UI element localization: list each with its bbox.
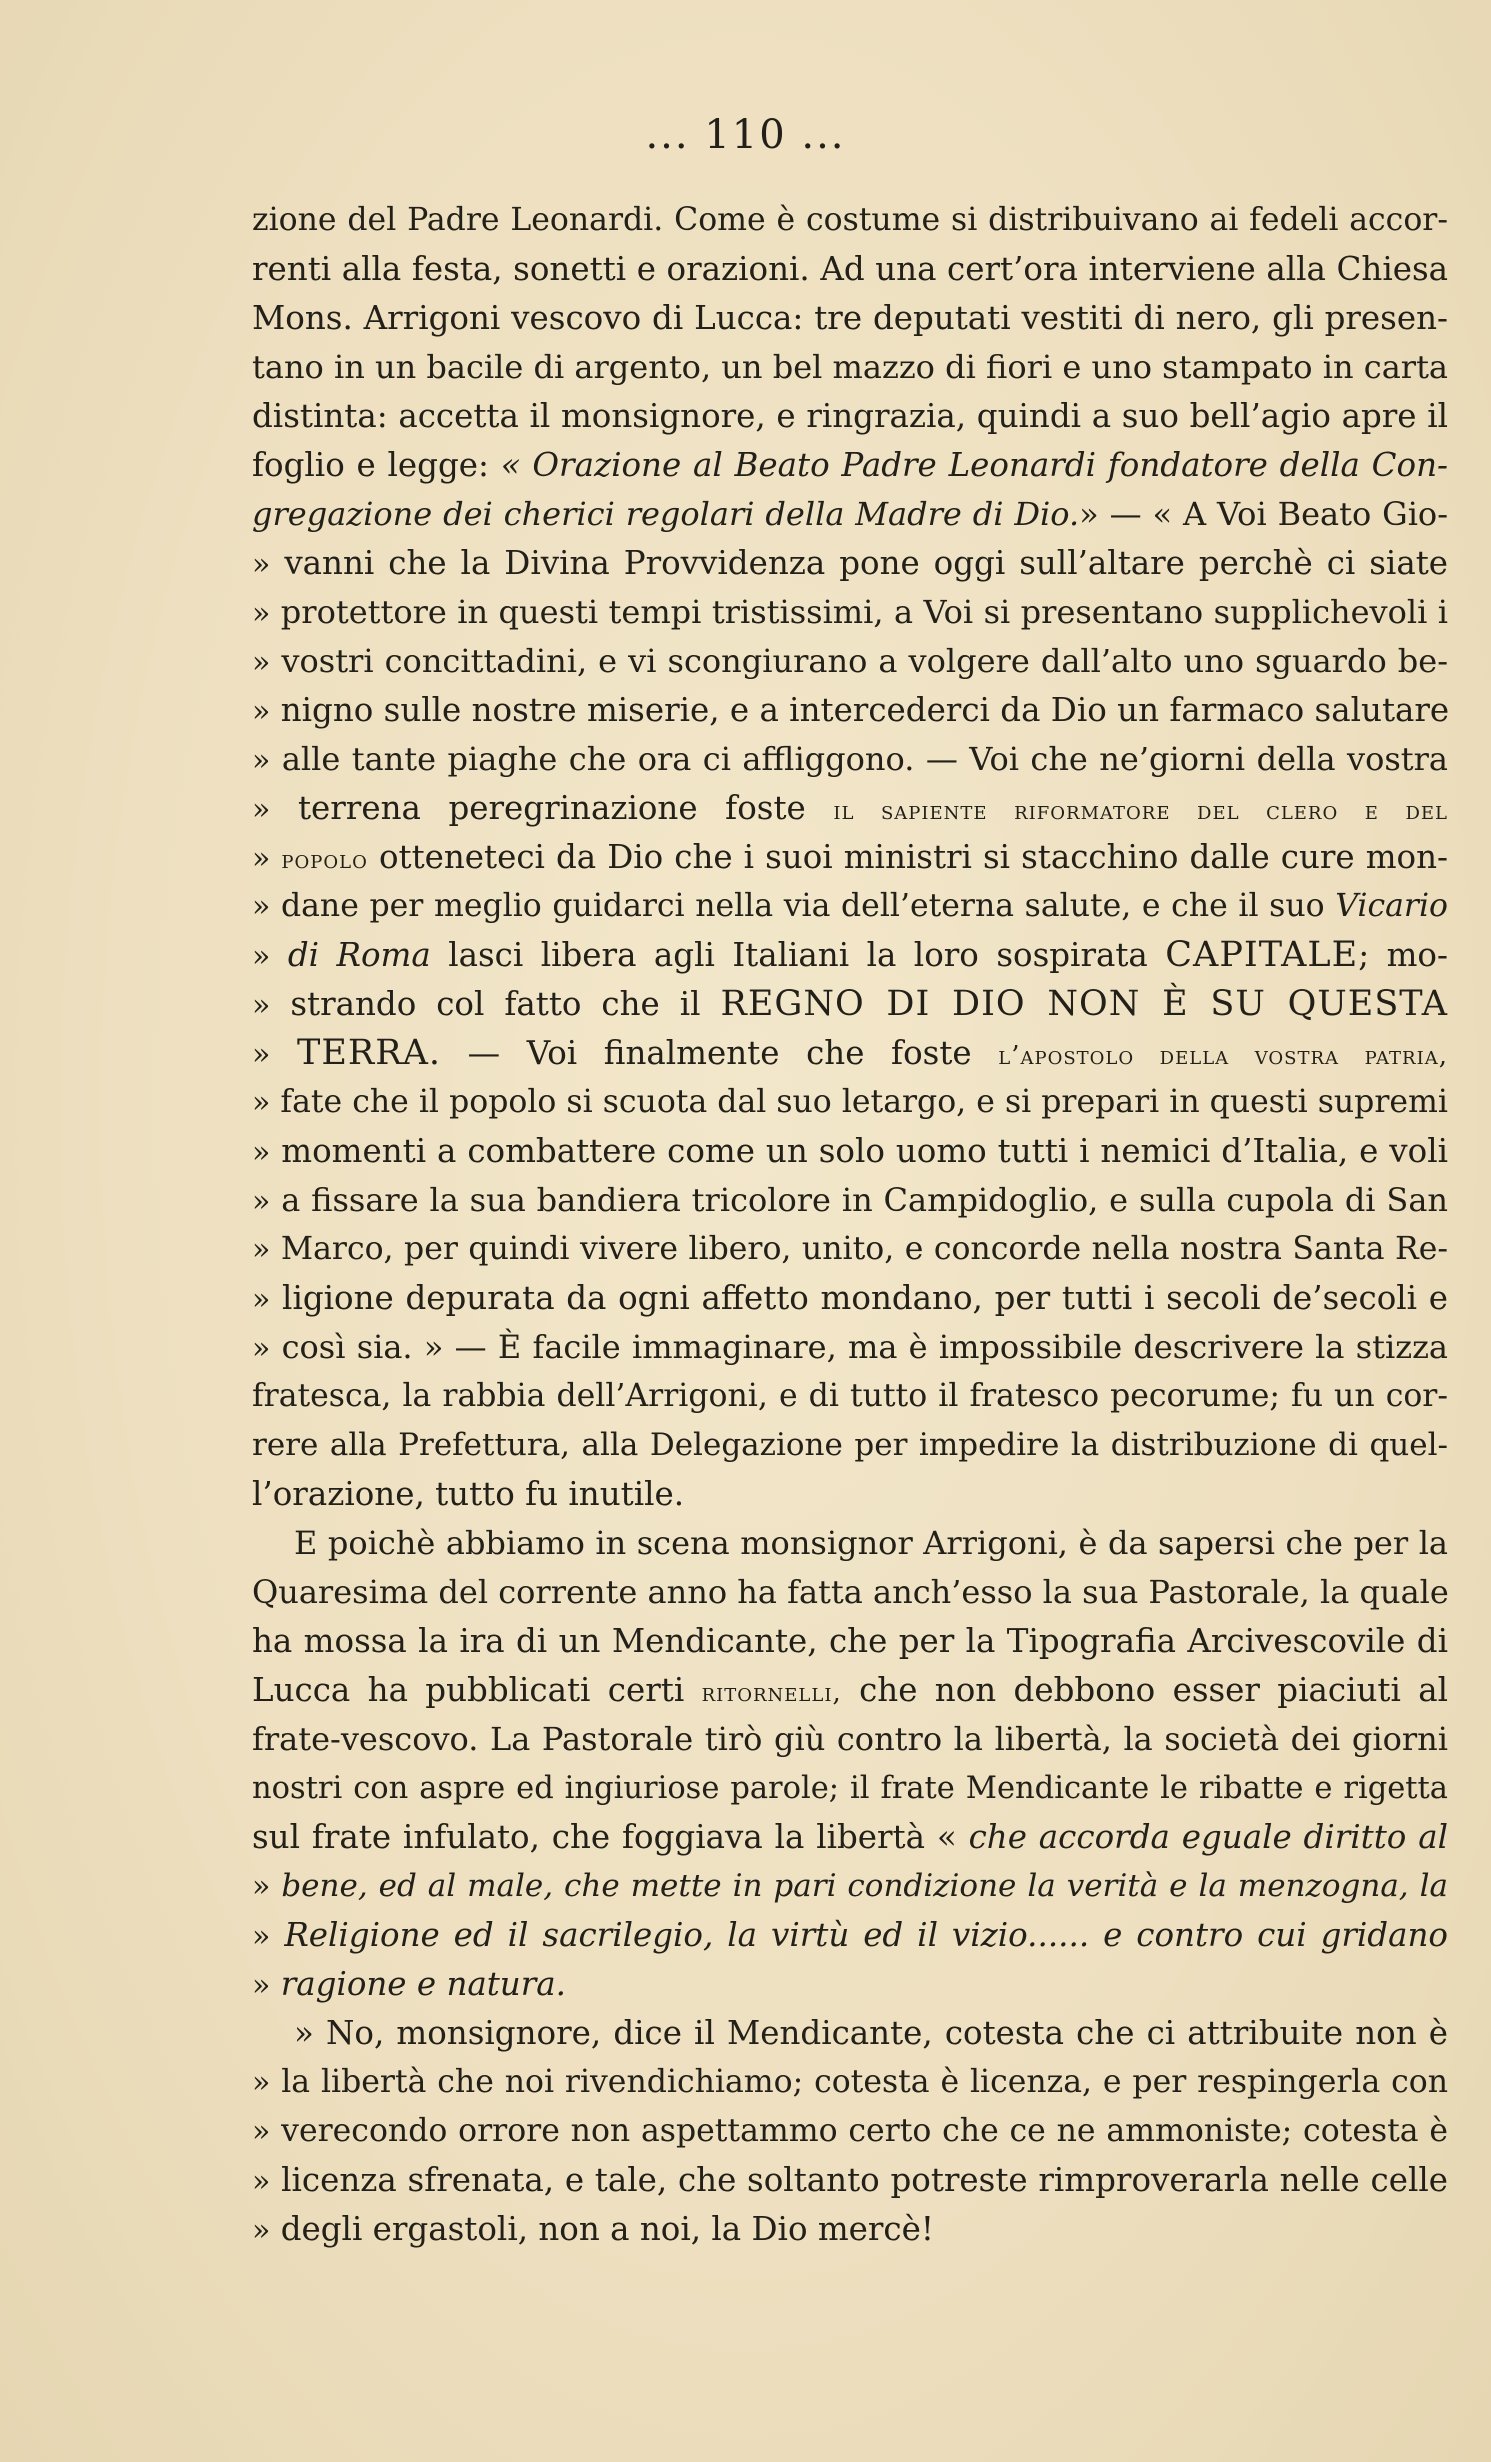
- text-line: » dane per meglio guidarci nella via dell’eterna salute, e che il suo Vicario: [252, 888, 1448, 924]
- text-line: rere alla Prefettura, alla Delegazione per impedire la distribuzione di quel-: [252, 1427, 1448, 1463]
- text-line: gregazione dei cherici regolari della Madre di Dio.» — « A Voi Beato Gio-: [252, 495, 1449, 533]
- text-line: » così sia. » — È facile immaginare, ma è impossibile descrivere la stizza: [252, 1328, 1449, 1366]
- text-line: Quaresima del corrente anno ha fatta anch’esso la sua Pastorale, la quale: [252, 1573, 1449, 1611]
- text-line: sul frate infulato, che foggiava la libertà « che accorda eguale diritto al: [252, 1818, 1448, 1856]
- text-line: » verecondo orrore non aspettammo certo che ce ne ammoniste; cotesta è: [252, 2113, 1449, 2149]
- text-line: nostri con aspre ed ingiuriose parole; il frate Mendicante le ribatte e rigetta: [252, 1771, 1448, 1806]
- text-line: » fate che il popolo si scuota dal suo letargo, e si prepari in questi supremi: [252, 1084, 1448, 1120]
- text-line: » vanni che la Divina Provvidenza pone oggi sull’altare perchè ci siate: [252, 544, 1448, 582]
- text-line: Mons. Arrigoni vescovo di Lucca: tre deputati vestiti di nero, gli presen-: [252, 299, 1448, 337]
- text-line: tano in un bacile di argento, un bel mazzo di fiori e uno stampato in carta: [252, 348, 1448, 386]
- text-line: distinta: accetta il monsignore, e ringrazia, quindi a suo bell’agio apre il: [252, 397, 1448, 435]
- page-number: ... 110 ...: [645, 112, 846, 158]
- text-line: foglio e legge: « Orazione al Beato Padre Leonardi fondatore della Con-: [252, 446, 1448, 484]
- text-line: » la libertà che noi rivendichiamo; cotesta è licenza, e per respingerla con: [252, 2064, 1448, 2100]
- text-line: » degli ergastoli, non a noi, la Dio mercè!: [252, 2210, 934, 2248]
- text-line: » terrena peregrinazione foste il sapiente riformatore del clero e del: [252, 789, 1448, 827]
- text-line: E poichè abbiamo in scena monsignor Arrigoni, è da sapersi che per la: [294, 1524, 1448, 1562]
- text-line: » protettore in questi tempi tristissimi, a Voi si presentano supplichevoli i: [252, 593, 1449, 631]
- text-line: » popolo otteneteci da Dio che i suoi ministri si stacchino dalle cure mon-: [252, 838, 1448, 876]
- text-line: » nigno sulle nostre miserie, e a intercederci da Dio un farmaco salutare: [252, 691, 1450, 729]
- text-line: renti alla festa, sonetti e orazioni. Ad una cert’ora interviene alla Chiesa: [252, 250, 1448, 288]
- text-line: » vostri concittadini, e vi scongiurano a volgere dall’alto uno sguardo be-: [252, 642, 1449, 680]
- text-line: » di Roma lasci libera agli Italiani la loro sospirata CAPITALE; mo-: [252, 935, 1448, 975]
- text-line: zione del Padre Leonardi. Come è costume si distribuivano ai fedeli accor-: [252, 202, 1448, 238]
- text-line: » No, monsignore, dice il Mendicante, cotesta che ci attribuite non è: [294, 2014, 1448, 2052]
- text-line: » ragione e natura.: [252, 1965, 566, 2003]
- text-line: » Religione ed il sacrilegio, la virtù ed il vizio...... e contro cui gridano: [252, 1916, 1448, 1954]
- text-line: » alle tante piaghe che ora ci affliggono. — Voi che ne’giorni della vostra: [252, 740, 1449, 778]
- text-line: » strando col fatto che il REGNO DI DIO NON È SU QUESTA: [252, 984, 1449, 1024]
- text-line: Lucca ha pubblicati certi ritornelli, che non debbono esser piaciuti al: [252, 1671, 1448, 1709]
- text-line: » TERRA. — Voi finalmente che foste l’apostolo della vostra patria,: [252, 1033, 1448, 1073]
- text-line: ha mossa la ira di un Mendicante, che per la Tipografia Arcivescovile di: [252, 1622, 1448, 1660]
- text-line: frate-vescovo. La Pastorale tirò giù contro la libertà, la società dei giorni: [252, 1720, 1448, 1758]
- text-line: l’orazione, tutto fu inutile.: [252, 1475, 685, 1513]
- text-line: » a fissare la sua bandiera tricolore in Campidoglio, e sulla cupola di San: [252, 1181, 1449, 1219]
- text-line: » Marco, per quindi vivere libero, unito, e concorde nella nostra Santa Re-: [252, 1231, 1449, 1267]
- body-text: [252, 196, 1448, 2254]
- text-line: » bene, ed al male, che mette in pari condizione la verità e la menzogna, la: [252, 1868, 1449, 1904]
- text-line: fratesca, la rabbia dell’Arrigoni, e di tutto il fratesco pecorume; fu un cor-: [252, 1378, 1448, 1414]
- text-line: » licenza sfrenata, e tale, che soltanto potreste rimproverarla nelle celle: [252, 2161, 1448, 2199]
- text-line: » ligione depurata da ogni affetto mondano, per tutti i secoli de’secoli e: [252, 1279, 1448, 1317]
- text-line: » momenti a combattere come un solo uomo tutti i nemici d’Italia, e voli: [252, 1132, 1448, 1170]
